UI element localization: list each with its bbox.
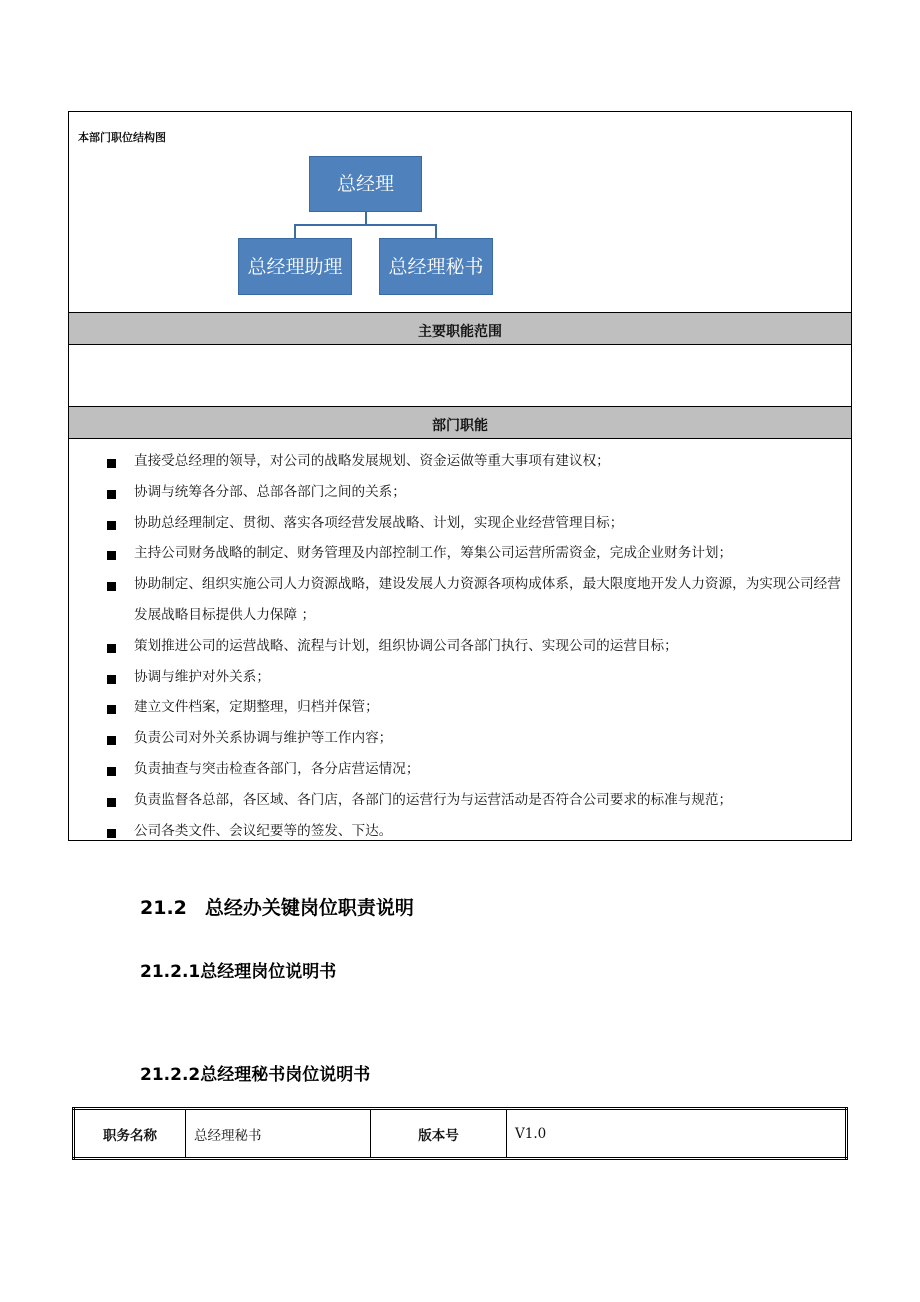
list-item: 直接受总经理的领导，对公司的战略发展规划、资金运做等重大事项有建议权；	[69, 446, 851, 477]
list-item: 负责公司对外关系协调与维护等工作内容；	[69, 723, 851, 754]
duties-section	[69, 439, 851, 840]
square-bullet-icon	[107, 767, 116, 776]
org-box-assistant: 总经理助理	[238, 238, 352, 295]
subsection-heading-secretary: 21.2.2总经理秘书岗位说明书	[140, 1065, 371, 1085]
square-bullet-icon	[107, 582, 116, 591]
version-value: V1.0	[507, 1109, 847, 1159]
section-heading	[140, 893, 414, 920]
square-bullet-icon	[107, 490, 116, 499]
section-number: 21.2	[140, 897, 187, 919]
list-item: 负责抽查与突击检查各部门，各分店营运情况；	[69, 754, 851, 785]
job-title-value: 总经理秘书	[186, 1109, 371, 1159]
table-row	[74, 1109, 847, 1159]
org-chart-label: 本部门职位结构图	[78, 131, 166, 144]
square-bullet-icon	[107, 551, 116, 560]
dept-duties-header: 部门职能	[69, 407, 851, 439]
square-bullet-icon	[107, 798, 116, 807]
square-bullet-icon	[107, 521, 116, 530]
org-connector	[294, 224, 296, 238]
list-item: 协调与维护对外关系；	[69, 662, 851, 693]
version-label: 版本号	[371, 1109, 507, 1159]
org-box-secretary: 总经理秘书	[379, 238, 493, 295]
org-connector	[435, 224, 437, 238]
list-item: 策划推进公司的运营战略、流程与计划，组织协调公司各部门执行、实现公司的运营目标；	[69, 631, 851, 662]
list-item: 公司各类文件、会议纪要等的签发、下达。	[69, 816, 851, 847]
list-item: 负责监督各总部，各区域、各门店，各部门的运营行为与运营活动是否符合公司要求的标准与规范；	[69, 785, 851, 816]
scope-content	[69, 345, 851, 407]
scope-header: 主要职能范围	[69, 313, 851, 345]
duty-list	[69, 446, 851, 846]
section-title: 总经办关键岗位职责说明	[204, 897, 414, 919]
list-item: 建立文件档案，定期整理，归档并保管；	[69, 692, 851, 723]
square-bullet-icon	[107, 829, 116, 838]
list-item: 协调与统筹各分部、总部各部门之间的关系；	[69, 477, 851, 508]
square-bullet-icon	[107, 644, 116, 653]
square-bullet-icon	[107, 705, 116, 714]
square-bullet-icon	[107, 736, 116, 745]
list-item: 协助制定、组织实施公司人力资源战略，建设发展人力资源各项构成体系，最大限度地开发人力资源，为实现公司经营发展战略目标提供人力保障 ；	[69, 569, 851, 631]
org-table	[68, 111, 852, 841]
square-bullet-icon	[107, 675, 116, 684]
subsection-heading-gm: 21.2.1总经理岗位说明书	[140, 962, 337, 982]
list-item: 协助总经理制定、贯彻、落实各项经营发展战略、计划，实现企业经营管理目标；	[69, 508, 851, 539]
org-box-general-manager: 总经理	[309, 156, 422, 212]
org-connector	[294, 224, 437, 226]
job-info-table	[72, 1107, 848, 1160]
org-chart-section	[69, 112, 851, 313]
list-item: 主持公司财务战略的制定、财务管理及内部控制工作，筹集公司运营所需资金，完成企业财务计划；	[69, 538, 851, 569]
square-bullet-icon	[107, 459, 116, 468]
job-title-label: 职务名称	[74, 1109, 186, 1159]
